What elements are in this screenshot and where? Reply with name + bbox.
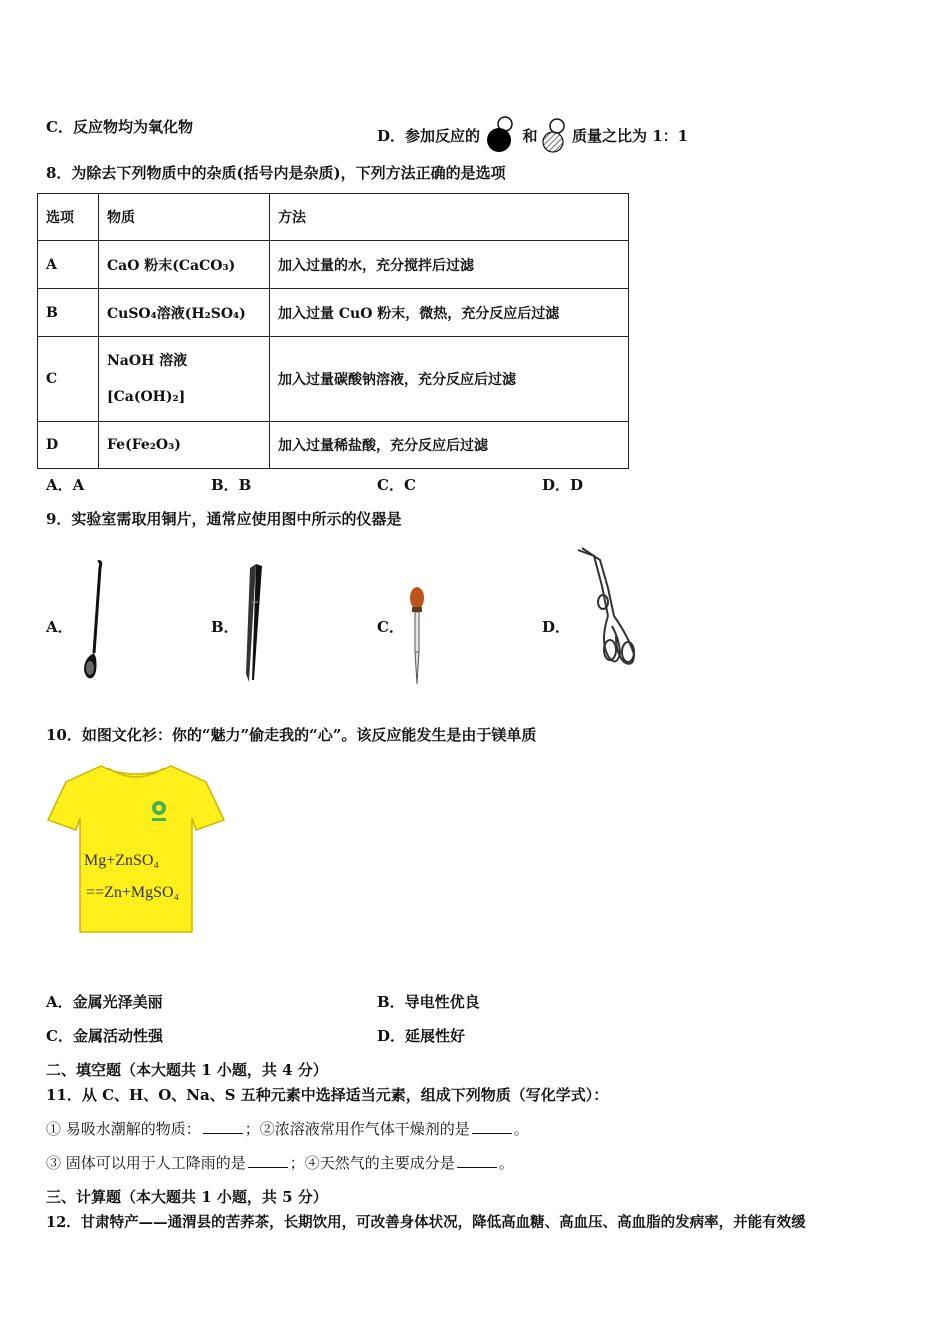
q9-stem: 9．实验室需取用铜片，通常应使用图中所示的仪器是: [46, 510, 402, 528]
section2-title: 二、填空题（本大题共 1 小题，共 4 分）: [46, 1061, 328, 1079]
q9-label-c: C．: [377, 618, 404, 636]
row-option: C: [38, 337, 99, 422]
section3-title: 三、计算题（本大题共 1 小题，共 5 分）: [46, 1188, 328, 1206]
molecule-hatched-icon: [543, 117, 567, 157]
q9-label-a: A．: [46, 618, 73, 636]
q7-option-d-suffix: 质量之比为 1：1: [571, 127, 689, 145]
header-option: 选项: [38, 194, 99, 241]
tweezers-icon: [240, 562, 270, 691]
header-substance: 物质: [99, 194, 270, 241]
row-substance: [99, 337, 270, 422]
table-row: [38, 337, 629, 422]
q11-line2: [46, 1152, 514, 1173]
answer-blank[interactable]: [457, 1155, 497, 1168]
answer-blank[interactable]: [248, 1155, 288, 1168]
q11-line1-a: ① 易吸水潮解的物质：: [46, 1120, 201, 1138]
molecule-black-white-icon: [485, 116, 517, 158]
row-substance-line1: NaOH 溶液: [107, 353, 188, 369]
shirt-equation-line2: ==Zn+MgSO₄: [86, 884, 180, 901]
row-method: 加入过量碳酸钠溶液，充分反应后过滤: [270, 337, 629, 422]
q8-answer-d: D．D: [542, 476, 584, 494]
q9-label-b: B．: [211, 618, 239, 636]
q11-line1-end: 。: [513, 1120, 529, 1138]
answer-blank[interactable]: [203, 1121, 243, 1134]
q12-stem: 12．甘肃特产——通渭县的苦荞茶，长期饮用，可改善身体状况，降低高血糖、高血压、高血脂的发病率，并能有效缓: [46, 1214, 806, 1231]
q7-option-d-and: 和: [522, 127, 538, 145]
t-shirt-image: [46, 760, 226, 935]
answer-blank[interactable]: [472, 1121, 512, 1134]
q7-option-c: C．反应物均为氧化物: [46, 118, 193, 136]
row-option: D: [38, 422, 99, 469]
q7-option-d-prefix: D．参加反应的: [377, 127, 481, 145]
q10-option-a: A．金属光泽美丽: [46, 993, 163, 1011]
q11-line1-b: ；②浓溶液常用作气体干燥剂的是: [244, 1120, 470, 1138]
table-row: [38, 289, 629, 337]
q10-stem: 10．如图文化衫：你的“魅力”偷走我的“心”。该反应能发生是由于镁单质: [46, 726, 537, 744]
row-substance: CuSO₄溶液(H₂SO₄): [99, 289, 270, 337]
q7-option-d: [377, 116, 688, 158]
q8-answer-b: B．B: [211, 476, 252, 494]
q8-answer-c: C．C: [377, 476, 416, 494]
q9-label-d: D．: [542, 618, 571, 636]
q11-line1: [46, 1118, 529, 1139]
row-substance: Fe(Fe₂O₃): [99, 422, 270, 469]
q11-line2-a: ③ 固体可以用于人工降雨的是: [46, 1154, 246, 1172]
q11-line2-end: 。: [498, 1154, 514, 1172]
row-substance-line2: [Ca(OH)₂]: [107, 389, 186, 405]
q10-option-b: B．导电性优良: [377, 993, 480, 1011]
row-method: 加入过量稀盐酸，充分反应后过滤: [270, 422, 629, 469]
q10-option-d: D．延展性好: [377, 1027, 466, 1045]
q11-line2-b: ；④天然气的主要成分是: [289, 1154, 455, 1172]
row-option: B: [38, 289, 99, 337]
shirt-equation-line1: Mg+ZnSO₄: [84, 852, 160, 869]
row-option: A: [38, 241, 99, 289]
dropper-icon: [403, 586, 433, 690]
crucible-tongs-icon: [572, 546, 647, 675]
table-header-row: [38, 194, 629, 241]
q8-answer-a: A．A: [46, 476, 85, 494]
q11-stem: 11．从 C、H、O、Na、S 五种元素中选择适当元素，组成下列物质（写化学式）：: [46, 1086, 609, 1104]
header-method: 方法: [270, 194, 629, 241]
row-method: 加入过量的水，充分搅拌后过滤: [270, 241, 629, 289]
q8-table: [37, 193, 629, 469]
q10-option-c: C．金属活动性强: [46, 1027, 163, 1045]
row-method: 加入过量 CuO 粉末，微热，充分反应后过滤: [270, 289, 629, 337]
table-row: [38, 241, 629, 289]
row-substance: CaO 粉末(CaCO₃): [99, 241, 270, 289]
table-row: [38, 422, 629, 469]
q8-stem: 8．为除去下列物质中的杂质(括号内是杂质)，下列方法正确的是选项: [46, 164, 506, 182]
spoon-icon: [76, 558, 106, 687]
